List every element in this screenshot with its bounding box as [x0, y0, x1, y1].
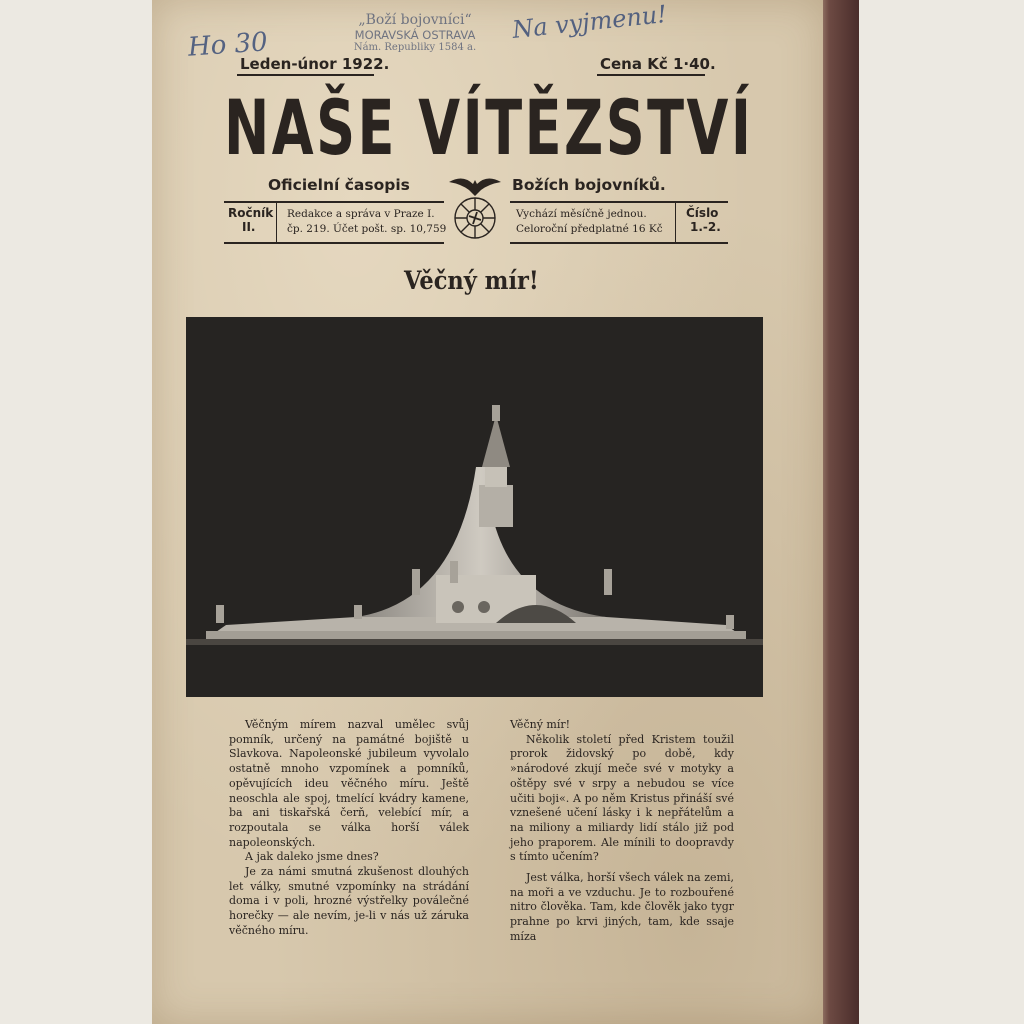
masthead-rule-top-right [597, 74, 705, 76]
volume-value: II. [242, 220, 256, 234]
right-paragraph-2: Několik století před Kristem toužil prorok židovský po době, kdy »národové zkují meče své v motyky a oštěpy své v srpy a nebudou se více učiti boji«. A po něm Kristus přináší své vznešené učení lásky i k nepřátelům a na miliony a miliardy lidí stálo již pod jeho praporem. Ale mínili to doopravdy s tímto učením? [510, 732, 734, 864]
stamp-line-1: „Boží bojovníci“ [358, 12, 472, 28]
eagle-emblem-icon [443, 172, 507, 244]
publisher-stamp [330, 12, 500, 53]
article-left-column [229, 718, 469, 939]
article-right-column [510, 718, 734, 945]
handwritten-note-right: Na vyjmenu! [510, 0, 669, 45]
editorial-line-2: čp. 219. Účet pošt. sp. 10,759 [287, 223, 447, 235]
article-title: Věčný mír! [404, 266, 539, 295]
subtitle-right: Božích bojovníků. [512, 176, 666, 194]
volume-label: Ročník [228, 206, 274, 220]
editorial-line-1: Redakce a správa v Praze I. [287, 208, 435, 220]
left-paragraph-2: A jak daleko jsme dnes? [245, 850, 379, 864]
right-paragraph-1: Věčný mír! [510, 718, 571, 731]
volume-box [228, 206, 273, 234]
stamp-line-2: MORAVSKÁ OSTRAVA [354, 28, 476, 42]
handwritten-note-left: Ho 30 [187, 27, 269, 63]
subtitle-left: Oficielní časopis [268, 176, 410, 194]
newspaper-title: NAŠE VÍTĚZSTVÍ [224, 84, 754, 173]
publishing-info [516, 207, 663, 237]
issue-label: Číslo [686, 206, 719, 220]
monument-photograph [186, 317, 763, 697]
editorial-info [287, 207, 446, 237]
info-rule-bottom-right [510, 242, 728, 244]
publishing-line-1: Vychází měsíčně jednou. [516, 208, 647, 220]
info-divider-2 [675, 203, 676, 242]
masthead-rule-top [237, 74, 374, 76]
info-rule-top-left [224, 201, 444, 203]
left-paragraph-1: Věčným mírem nazval umělec svůj pomník, určený na památné bojiště u Slavkova. Napoleonské jubileum vyvolalo ostatně mnoho vzpomínek a pomníků, opěvujících ideu věčného míru. Ještě neoschla ale spoj, tmelící kvádry kamene, ba ani tiskařská čerň, velebící mír, a rozpoutala se válka horší válek napoleonských. [229, 718, 469, 849]
info-rule-top-right [510, 201, 728, 203]
info-rule-bottom-left [224, 242, 444, 244]
issue-value: 1.-2. [690, 220, 721, 234]
info-divider-1 [276, 203, 277, 242]
issue-price: Cena Kč 1·40. [600, 55, 716, 73]
stamp-line-3: Nám. Republiky 1584 a. [353, 42, 477, 53]
page-edge [823, 0, 859, 1024]
issue-date: Leden-únor 1922. [240, 55, 390, 73]
issue-box [686, 206, 721, 234]
publishing-line-2: Celoroční předplatné 16 Kč [516, 223, 663, 235]
left-paragraph-3: Je za námi smutná zkušenost dlouhých let války, smutné vzpomínky na strádání doma i v poli, hrozné výstřelky poválečné horečky — ale nevím, je-li v nás už záruka věčného míru. [229, 865, 469, 937]
right-paragraph-3: Jest válka, horší všech válek na zemi, na moři a ve vzduchu. Je to rozbouřené nitro člověka. Tam, kde člověk jako tygr prahne po krvi jiných, tam, kde ssaje míza [510, 871, 734, 943]
